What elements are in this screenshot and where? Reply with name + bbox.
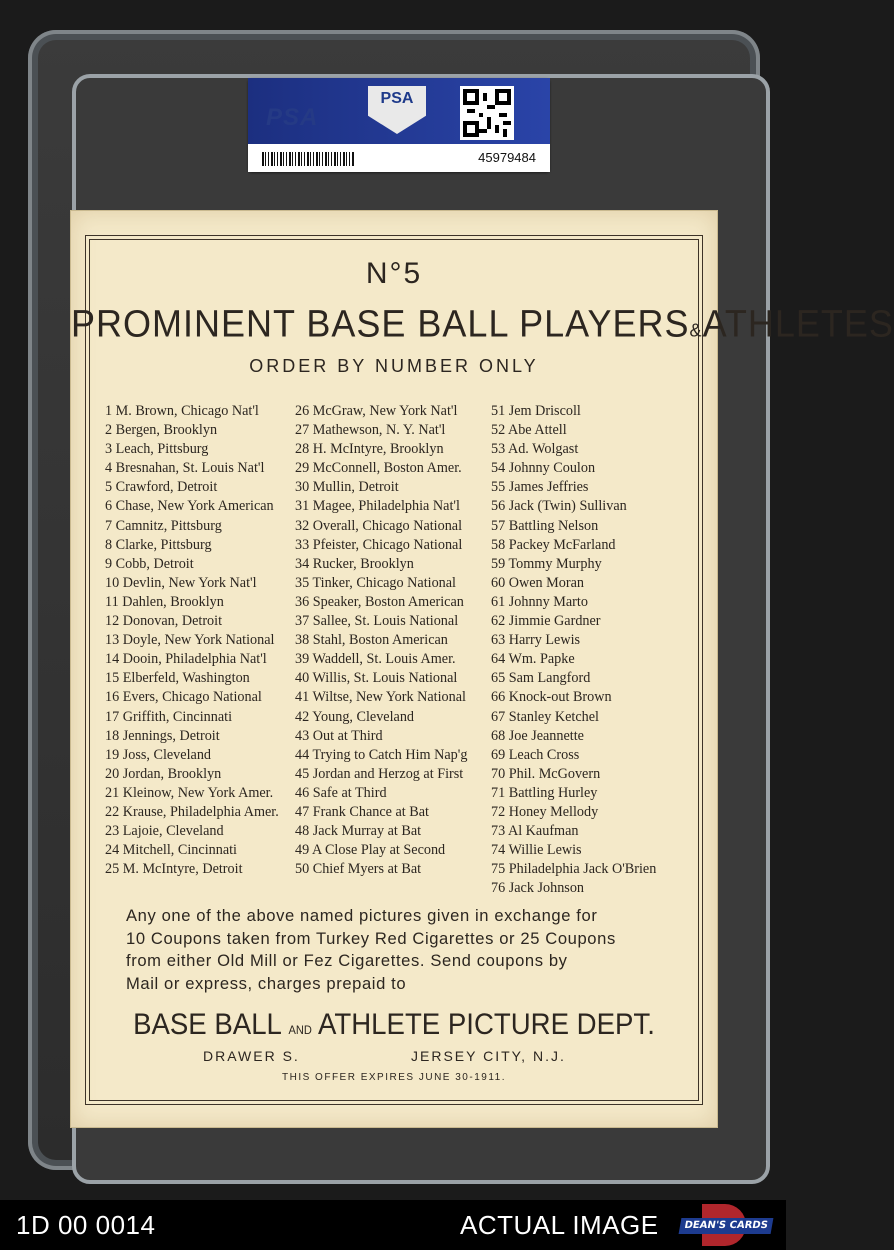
card-headline <box>71 301 894 346</box>
player-list-item: 44 Trying to Catch Him Nap'g <box>295 746 468 763</box>
dept-and: AND <box>288 1023 312 1037</box>
player-list-item: 54 Johnny Coulon <box>491 460 596 477</box>
footer-bar <box>0 1200 786 1250</box>
offer-line: from either Old Mill or Fez Cigarettes. Send coupons by <box>126 951 568 970</box>
player-list-item: 23 Lajoie, Cleveland <box>105 823 224 840</box>
offer-expiry: THIS OFFER EXPIRES JUNE 30-1911. <box>282 1072 506 1083</box>
player-list-item: 46 Safe at Third <box>295 784 387 801</box>
label-header <box>248 78 550 144</box>
player-list-item: 70 Phil. McGovern <box>491 765 601 782</box>
qr-code-icon <box>460 86 514 140</box>
player-list-column-2 <box>295 402 467 879</box>
player-list-item: 76 Jack Johnson <box>491 880 585 897</box>
player-list-item: 55 James Jeffries <box>491 479 589 496</box>
player-list-item: 64 Wm. Papke <box>491 651 575 668</box>
player-list-item: 7 Camnitz, Pittsburg <box>105 517 222 534</box>
actual-image-label: ACTUAL IMAGE <box>460 1210 659 1240</box>
player-list-item: 56 Jack (Twin) Sullivan <box>491 498 627 515</box>
player-list-item: 60 Owen Moran <box>491 574 584 591</box>
player-list-column-3 <box>491 402 656 898</box>
headline-part-2: ATHLETES <box>702 301 894 345</box>
psa-watermark: PSA <box>266 104 319 131</box>
player-list-item: 33 Pfeister, Chicago National <box>295 536 463 553</box>
deans-cards-logo <box>680 1204 772 1246</box>
player-list-item: 39 Waddell, St. Louis Amer. <box>295 651 456 668</box>
player-list-item: 27 Mathewson, N. Y. Nat'l <box>295 422 446 439</box>
dept-city: JERSEY CITY, N.J. <box>411 1048 566 1064</box>
barcode-icon <box>262 152 354 166</box>
player-list-item: 71 Battling Hurley <box>491 784 598 801</box>
player-list-item: 25 M. McIntyre, Detroit <box>105 861 243 878</box>
player-list-item: 40 Willis, St. Louis National <box>295 670 458 687</box>
player-list-item: 17 Griffith, Cincinnati <box>105 708 233 725</box>
player-list-item: 47 Frank Chance at Bat <box>295 803 429 820</box>
player-list-item: 6 Chase, New York American <box>105 498 274 515</box>
player-list-item: 38 Stahl, Boston American <box>295 632 448 649</box>
player-list-item: 11 Dahlen, Brooklyn <box>105 593 224 610</box>
player-list-item: 9 Cobb, Detroit <box>105 555 194 572</box>
player-list-item: 8 Clarke, Pittsburg <box>105 536 212 553</box>
psa-logo: PSA <box>380 90 414 107</box>
player-list-item: 10 Devlin, New York Nat'l <box>105 574 257 591</box>
player-list-item: 15 Elberfeld, Washington <box>105 670 250 687</box>
headline-ampersand: & <box>689 319 703 341</box>
player-list-item: 14 Dooin, Philadelphia Nat'l <box>105 651 267 668</box>
player-list-item: 37 Sallee, St. Louis National <box>295 613 459 630</box>
player-list-item: 72 Honey Mellody <box>491 803 599 820</box>
psa-label <box>248 78 550 172</box>
player-list-item: 48 Jack Murray at Bat <box>295 823 422 840</box>
cert-number: 45979484 <box>478 150 536 165</box>
player-list-item: 28 H. McIntyre, Brooklyn <box>295 441 444 458</box>
player-list-item: 5 Crawford, Detroit <box>105 479 218 496</box>
player-list-item: 42 Young, Cleveland <box>295 708 415 725</box>
card <box>70 210 894 1128</box>
player-list-item: 32 Overall, Chicago National <box>295 517 463 534</box>
player-list-item: 65 Sam Langford <box>491 670 591 687</box>
player-list-item: 41 Wiltse, New York National <box>295 689 466 706</box>
player-list-item: 36 Speaker, Boston American <box>295 593 464 610</box>
headline-part-1: PROMINENT BASE BALL PLAYERS <box>71 301 690 345</box>
player-list-item: 2 Bergen, Brooklyn <box>105 422 218 439</box>
player-list-item: 13 Doyle, New York National <box>105 632 275 649</box>
player-list-item: 16 Evers, Chicago National <box>105 689 262 706</box>
dept-part-1: BASE BALL <box>133 1008 281 1041</box>
logo-text: DEAN'S CARDS <box>679 1218 774 1234</box>
player-list-item: 18 Jennings, Detroit <box>105 727 220 744</box>
player-list-item: 21 Kleinow, New York Amer. <box>105 784 274 801</box>
player-list-item: 45 Jordan and Herzog at First <box>295 765 464 782</box>
player-list-item: 24 Mitchell, Cincinnati <box>105 842 238 859</box>
player-list-item: 53 Ad. Wolgast <box>491 441 579 458</box>
player-list-item: 63 Harry Lewis <box>491 632 581 649</box>
player-list-item: 51 Jem Driscoll <box>491 403 581 419</box>
player-list-item: 57 Battling Nelson <box>491 517 599 534</box>
player-list-item: 3 Leach, Pittsburg <box>105 441 209 458</box>
dept-drawer: DRAWER S. <box>203 1048 300 1064</box>
player-list-item: 58 Packey McFarland <box>491 536 616 553</box>
player-list-item: 30 Mullin, Detroit <box>295 479 399 496</box>
inventory-id: 1D 00 0014 <box>16 1210 156 1240</box>
player-list-item: 12 Donovan, Detroit <box>105 613 223 630</box>
player-list-item: 29 McConnell, Boston Amer. <box>295 460 462 477</box>
player-list-item: 43 Out at Third <box>295 727 383 744</box>
card-number: N°5 <box>365 257 423 290</box>
offer-line: Any one of the above named pictures given in exchange for <box>126 906 598 925</box>
player-list-item: 75 Philadelphia Jack O'Brien <box>491 861 657 878</box>
player-list-item: 74 Willie Lewis <box>491 842 582 859</box>
player-list-item: 31 Magee, Philadelphia Nat'l <box>295 498 460 515</box>
offer-line: Mail or express, charges prepaid to <box>126 973 407 993</box>
player-list-item: 22 Krause, Philadelphia Amer. <box>105 803 279 820</box>
offer-text <box>126 905 666 995</box>
player-list-item: 4 Bresnahan, St. Louis Nat'l <box>105 460 265 477</box>
player-list-item: 20 Jordan, Brooklyn <box>105 765 222 782</box>
player-list-item: 73 Al Kaufman <box>491 823 579 840</box>
player-list-column-1 <box>105 402 279 879</box>
dept-part-2: ATHLETE PICTURE DEPT. <box>318 1008 655 1041</box>
dept-name <box>97 1008 691 1042</box>
player-list-item: 1 M. Brown, Chicago Nat'l <box>105 403 259 419</box>
player-list-item: 69 Leach Cross <box>491 746 580 763</box>
player-list-item: 26 McGraw, New York Nat'l <box>295 403 458 419</box>
player-list-item: 62 Jimmie Gardner <box>491 613 601 630</box>
player-list-item: 50 Chief Myers at Bat <box>295 861 422 878</box>
player-list-item: 59 Tommy Murphy <box>491 555 602 572</box>
player-list-item: 34 Rucker, Brooklyn <box>295 555 414 572</box>
player-list-item: 52 Abe Attell <box>491 422 567 439</box>
player-list-item: 49 A Close Play at Second <box>295 842 446 859</box>
card-subheading: ORDER BY NUMBER ONLY <box>249 356 539 376</box>
player-list-item: 61 Johnny Marto <box>491 593 588 610</box>
player-list-item: 66 Knock-out Brown <box>491 689 612 706</box>
player-list-item: 35 Tinker, Chicago National <box>295 574 457 591</box>
player-list-item: 19 Joss, Cleveland <box>105 746 212 763</box>
player-list-item: 67 Stanley Ketchel <box>491 708 599 725</box>
offer-line: 10 Coupons taken from Turkey Red Cigarettes or 25 Coupons <box>126 928 616 948</box>
label-footer <box>248 144 550 172</box>
player-list-item: 68 Joe Jeannette <box>491 727 584 744</box>
